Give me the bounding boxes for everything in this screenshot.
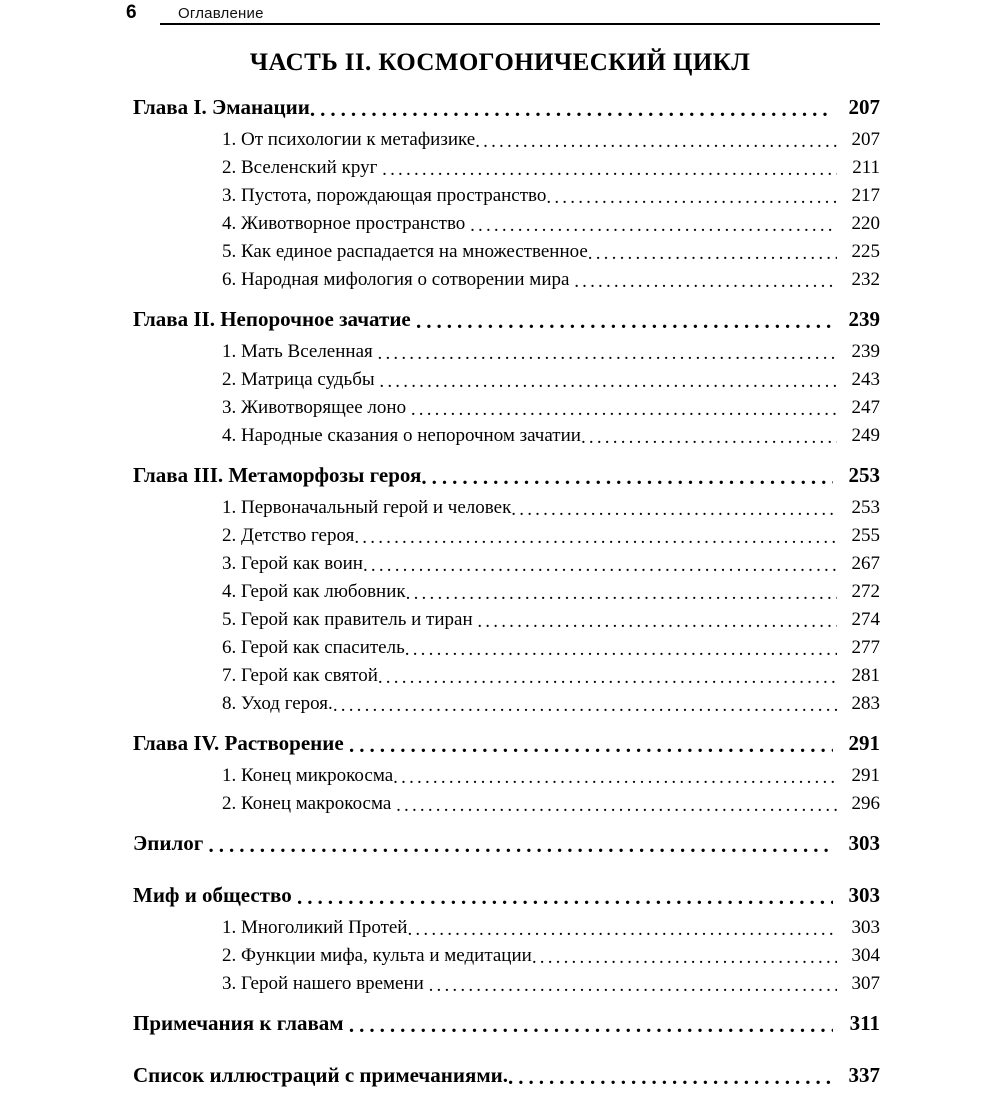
toc-section-row[interactable]	[0, 914, 1000, 942]
toc-entry-label: 6. Герой как спаситель	[222, 637, 405, 658]
toc-chapter-row[interactable]	[0, 1056, 1000, 1094]
toc-chapter-row[interactable]	[0, 300, 1000, 338]
toc-entry-page-number: 249	[851, 425, 880, 446]
toc-entry-label: 5. Как единое распадается на множественное	[222, 241, 588, 262]
toc-entry-page-number: 303	[851, 917, 880, 938]
toc-entry-label: 2. Функции мифа, культа и медитации	[222, 945, 532, 966]
toc-entry-page-number: 207	[851, 129, 880, 150]
toc-chapter-row[interactable]	[0, 724, 1000, 762]
dot-leader	[406, 583, 837, 602]
toc-entry-label: 3. Животворящее лоно	[222, 397, 407, 418]
running-head-title: Оглавление	[178, 5, 264, 22]
toc-entry-page-number: 253	[848, 463, 880, 487]
toc-section-row[interactable]	[0, 266, 1000, 294]
toc-entry-label: Глава I. Эманации	[133, 95, 310, 119]
toc-entry-page-number: 274	[851, 609, 880, 630]
dot-leader	[297, 885, 833, 906]
toc-entry-label: 7. Герой как святой	[222, 665, 378, 686]
toc-chapter-row[interactable]	[0, 456, 1000, 494]
toc-section-row[interactable]	[0, 578, 1000, 606]
toc-entry-label: 2. Вселенский круг	[222, 157, 378, 178]
dot-leader	[378, 667, 837, 686]
toc-entry-page-number: 281	[851, 665, 880, 686]
toc-entry-page-number: 337	[848, 1063, 880, 1087]
toc-entry-label: 3. Герой как воин	[222, 553, 363, 574]
toc-section-row[interactable]	[0, 182, 1000, 210]
toc-section-row[interactable]	[0, 366, 1000, 394]
toc-entry-label: Список иллюстраций с примечаниями.	[133, 1063, 508, 1087]
toc-entry-label: Эпилог	[133, 831, 204, 855]
toc-entry-page-number: 311	[849, 1011, 880, 1035]
toc-entry-label: 5. Герой как правитель и тиран	[222, 609, 473, 630]
toc-entry-label: Глава II. Непорочное зачатие	[133, 307, 411, 331]
dot-leader	[470, 215, 837, 234]
toc-entry-page-number: 232	[851, 269, 880, 290]
toc-section-row[interactable]	[0, 606, 1000, 634]
toc-chapter-row[interactable]	[0, 824, 1000, 862]
toc-entry-page-number: 207	[848, 95, 880, 119]
toc-section-row[interactable]	[0, 662, 1000, 690]
toc-section-row[interactable]	[0, 522, 1000, 550]
dot-leader	[416, 309, 833, 330]
toc-entry-label: 1. Первоначальный герой и человек	[222, 497, 512, 518]
toc-entry-page-number: 239	[848, 307, 880, 331]
toc-section-row[interactable]	[0, 494, 1000, 522]
dot-leader	[363, 555, 837, 574]
toc-section-row[interactable]	[0, 970, 1000, 998]
dot-leader	[546, 187, 837, 206]
toc-section-row[interactable]	[0, 690, 1000, 718]
dot-leader	[477, 611, 837, 630]
toc-section-row[interactable]	[0, 154, 1000, 182]
toc-entry-page-number: 291	[848, 731, 880, 755]
toc-section-row[interactable]	[0, 790, 1000, 818]
toc-entry-page-number: 283	[851, 693, 880, 714]
dot-leader	[508, 1065, 833, 1086]
toc-section-row[interactable]	[0, 210, 1000, 238]
toc-entry-page-number: 303	[848, 831, 880, 855]
toc-entry-page-number: 211	[852, 157, 880, 178]
toc-section-row[interactable]	[0, 338, 1000, 366]
toc-chapter-row[interactable]	[0, 88, 1000, 126]
toc-section-row[interactable]	[0, 126, 1000, 154]
dot-leader	[393, 767, 837, 786]
toc-section-row[interactable]	[0, 422, 1000, 450]
dot-leader	[378, 343, 838, 362]
dot-leader	[511, 499, 837, 518]
toc-entry-label: Миф и общество	[133, 883, 292, 907]
toc-chapter-row[interactable]	[0, 1004, 1000, 1042]
page-folio-number: 6	[126, 2, 137, 23]
dot-leader	[475, 131, 837, 150]
toc-entry-page-number: 296	[851, 793, 880, 814]
dot-leader	[405, 639, 837, 658]
dot-leader	[411, 399, 837, 418]
toc-entry-label: 2. Конец макрокосма	[222, 793, 392, 814]
toc-entry-page-number: 243	[851, 369, 880, 390]
toc-entry-label: 1. От психологии к метафизике	[222, 129, 476, 150]
toc-entry-label: 4. Народные сказания о непорочном зачатии	[222, 425, 581, 446]
toc-entry-label: 1. Конец микрокосма	[222, 765, 394, 786]
toc-entry-label: Примечания к главам	[133, 1011, 344, 1035]
toc-section-row[interactable]	[0, 550, 1000, 578]
dot-leader	[396, 795, 837, 814]
toc-entry-page-number: 272	[851, 581, 880, 602]
dot-leader	[581, 427, 837, 446]
toc-entry-page-number: 217	[851, 185, 880, 206]
dot-leader	[333, 695, 837, 714]
toc-entry-page-number: 225	[851, 241, 880, 262]
dot-leader	[407, 919, 837, 938]
dot-leader	[310, 97, 833, 118]
dot-leader	[421, 465, 833, 486]
toc-entry-page-number: 291	[851, 765, 880, 786]
toc-entry-label: Глава III. Метаморфозы героя	[133, 463, 422, 487]
dot-leader	[382, 159, 837, 178]
toc-entry-page-number: 220	[851, 213, 880, 234]
toc-entry-page-number: 277	[851, 637, 880, 658]
toc-entry-label: 2. Детство героя	[222, 525, 355, 546]
toc-section-row[interactable]	[0, 394, 1000, 422]
toc-entry-label: 1. Многоликий Протей	[222, 917, 408, 938]
dot-leader	[354, 527, 837, 546]
toc-entry-page-number: 253	[851, 497, 880, 518]
toc-section-row[interactable]	[0, 634, 1000, 662]
toc-entry-page-number: 239	[851, 341, 880, 362]
toc-entry-page-number: 303	[848, 883, 880, 907]
header-divider-rule	[160, 23, 880, 25]
toc-entry-page-number: 307	[851, 973, 880, 994]
toc-entry-label: 1. Мать Вселенная	[222, 341, 373, 362]
dot-leader	[574, 271, 837, 290]
toc-entry-page-number: 247	[851, 397, 880, 418]
part-title: ЧАСТЬ II. КОСМОГОНИЧЕСКИЙ ЦИКЛ	[249, 49, 751, 76]
toc-entry-label: 6. Народная мифология о сотворении мира	[222, 269, 570, 290]
toc-entry-label: 3. Герой нашего времени	[222, 973, 424, 994]
running-head	[0, 0, 1000, 34]
toc-entry-page-number: 267	[851, 553, 880, 574]
dot-leader	[349, 1013, 833, 1034]
toc-entry-label: Глава IV. Растворение	[133, 731, 344, 755]
toc-entry-label: 3. Пустота, порождающая пространство	[222, 185, 547, 206]
toc-entry-label: 4. Герой как любовник	[222, 581, 406, 602]
dot-leader	[532, 947, 837, 966]
toc-entry-label: 8. Уход героя.	[222, 693, 333, 714]
dot-leader	[379, 371, 837, 390]
toc-entry-page-number: 255	[851, 525, 880, 546]
toc-entry-label: 4. Животворное пространство	[222, 213, 466, 234]
toc-entry-page-number: 304	[851, 945, 880, 966]
dot-leader	[209, 833, 833, 854]
dot-leader	[349, 733, 833, 754]
toc-chapter-row[interactable]	[0, 876, 1000, 914]
dot-leader	[588, 243, 837, 262]
dot-leader	[429, 975, 837, 994]
toc-entry-label: 2. Матрица судьбы	[222, 369, 375, 390]
toc-section-row[interactable]	[0, 238, 1000, 266]
toc-section-row[interactable]	[0, 762, 1000, 790]
toc-entry-list	[0, 88, 1000, 1094]
toc-section-row[interactable]	[0, 942, 1000, 970]
